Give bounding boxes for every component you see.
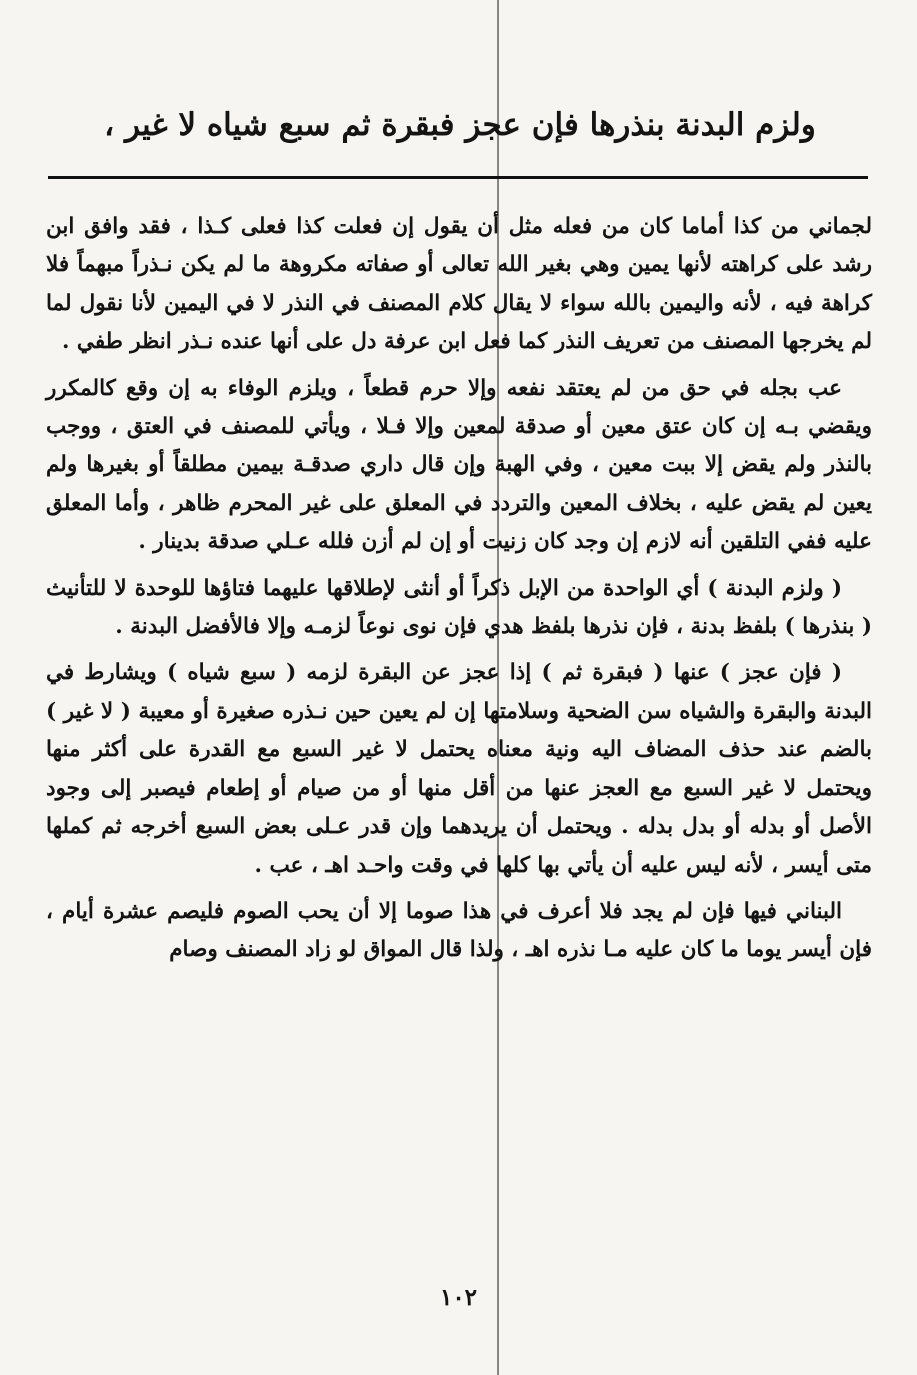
- header-rule: [48, 176, 868, 179]
- paragraph-5: البناني فيها فإن لم يجد فلا أعرف في هذا صوما إلا أن يحب الصوم فليصم عشرة أيام ، فإن أيسر يوما ما كان عليه مـا نذره اهـ ، ولذا قال المواق لو زاد المصنف وصام: [46, 898, 872, 963]
- matn-verse: ولزم البدنة بنذرها فإن عجز فبقرة ثم سبع شياه لا غير ،: [104, 107, 816, 143]
- page-number: ١٠٢: [439, 1284, 478, 1311]
- paragraph-4: ( فإن عجز ) عنها ( فبقرة ثم ) إذا عجز عن البقرة لزمه ( سبع شياه ) ويشارط في البدنة والبقرة والشياه سن الضحية وسلامتها إن لم يعين حين نـذره صغيرة أو معيبة ( لا غير ) بالضم عند حذف المضاف اليه ونية معناه يحتمل لا غير السبع مع القدرة على أكثر منها ويحتمل لا غير السبع مع العجز عنها من أقل منها أو من صيام أو إطعام فيصبر إلى وجود الأصل أو بدله أو بدل بدله . ويحتمل أن يريدهما وإن قدر عـلى بعض السبع أخرجه ثم كملها متى أيسر ، لأنه ليس عليه أن يأتي بها كلها في وقت واحـد اهـ ، عب .: [46, 660, 872, 878]
- commentary-body: [46, 208, 872, 978]
- paragraph-1: لجماني من كذا أماما كان من فعله مثل أن يقول إن فعلت كذا فعلى كـذا ، فقد وافق ابن رشد على كراهته لأنها يمين وهي بغير الله تعالى أو صفاته مكروهة ما لم يكن نـذراً مبهماً فلا كراهة فيه ، لأنه واليمين بالله سواء لا يقال كلام المصنف في النذر لا في اليمين لأنا نقول لما لم يخرجها المصنف من تعريف النذر كما فعل ابن عرفة دل على أنها عنده نـذر انظر طفي .: [46, 214, 872, 355]
- paragraph-3: ( ولزم البدنة ) أي الواحدة من الإبل ذكراً أو أنثى لإطلاقها عليهما فتاؤها للوحدة لا للتأنيث ( بنذرها ) بلفظ بدنة ، فإن نذرها بلفظ هدي فإن نوى نوعاً لزمـه وإلا فالأفضل البدنة .: [46, 575, 872, 640]
- paragraph-2: عب بجله في حق من لم يعتقد نفعه وإلا حرم قطعاً ، ويلزم الوفاء به إن وقع كالمكرر ويقضي بـه إن كان عتق معين أو صدقة لمعين وإلا فـلا ، ويأتي للمصنف في العتق ، ووجب بالنذر ولم يقض إلا ببت معين ، وفي الهبة وإن قال داري صدقـة بيمين مطلقاً أو بغيرها ولم يعين لم يقض عليه ، بخلاف المعين والتردد في المعلق على غير المحرم ظاهر ، وأما المعلق عليه ففي التلقين أنه لازم إن وجد كان زنيت أو إن لم أزن فلله عـلي صدقة بدينار .: [46, 375, 872, 555]
